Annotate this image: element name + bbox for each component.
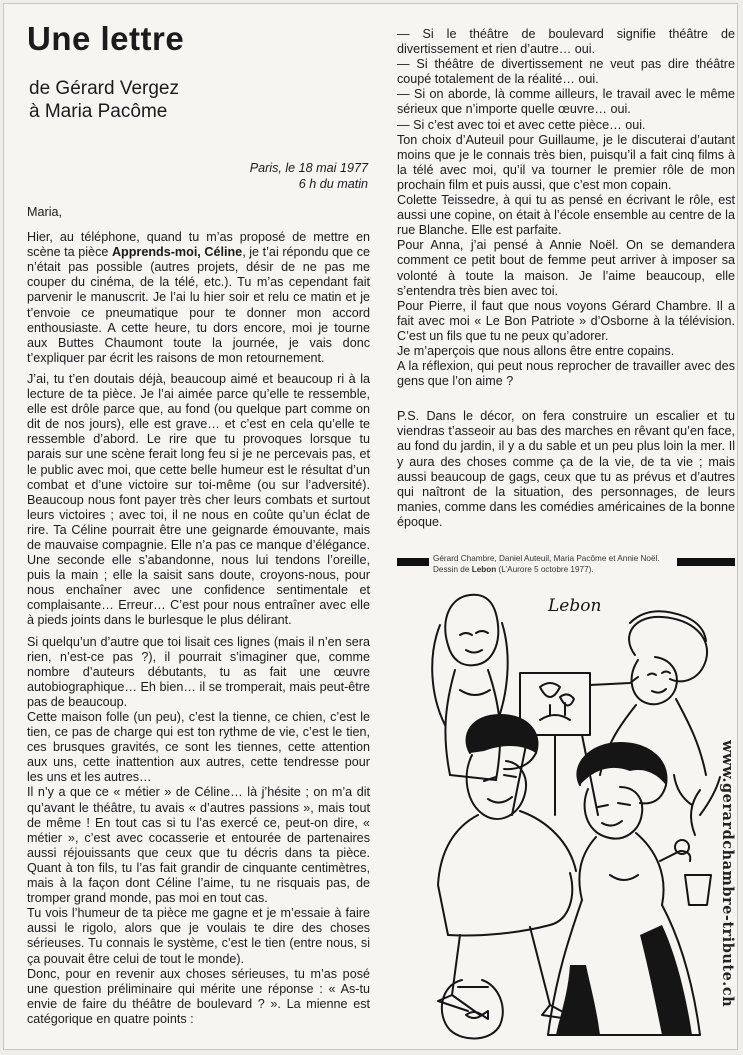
paragraph: Si quelqu’un d’autre que toi lisait ces lignes (mais il n’en sera rien, n’est-ce pas ?), il pourrait s’imaginer que, comme nombre d’auteurs débutants, tu as fait une œuvre autobiographique… Eh bien… il se tromperait, mais peut-être pas de beaucoup. [27,634,370,709]
salutation: Maria, [27,205,62,219]
artist-signature: Lebon [548,596,602,616]
subtitle-line-2: à Maria Pacôme [29,101,168,122]
dash-item: — Si le théâtre de boulevard signifie théâtre de divertissement et rien d’autre… oui. [397,27,735,57]
dateline-place-date: Paris, le 18 mai 1977 [249,161,368,175]
caption-artist: Lebon [471,564,497,574]
paragraph-text: Hier, au téléphone, quand tu m’as proposé de mettre en scène ta pièce [27,230,370,260]
figure-man-center [438,715,582,1021]
watermark-strip [716,740,738,1045]
paragraph: A la réflexion, qui peut nous reprocher de travailler avec des gens que l’on aime ? [397,359,735,389]
paragraph: Pour Anna, j’ai pensé à Annie Noël. On se demandera comment ce petit bout de femme peut arriver à imposer sa volonté à toute la maison. Je l’aime beaucoup, elle s’entendra très bien avec toi. [397,238,735,298]
caricature-drawing [400,575,726,1047]
dash-item: — Si c’est avec toi et avec cette pièce… oui. [397,117,646,132]
illustration-caption [433,554,673,575]
caption-bar-left [397,558,429,566]
paragraph: Tu vois l’humeur de ta pièce me gagne et je m’essaie à faire aussi le rigolo, alors que je voulais te dire des choses sérieuses. Tu connais le système, c’est le tien (entre nous, si ça pouvait être celui de tout le monde). [27,906,370,966]
caption-source: (L’Aurore 5 octobre 1977). [496,564,594,574]
article-title: Une lettre [27,20,185,57]
paragraph: J’ai, tu t’en doutais déjà, beaucoup aimé et beaucoup ri à la lecture de ta pièce. Je l’ai aimée parce qu’elle te ressemble, elle est drôle parce que, au fond (ou quelque part comme on dit de nos jours), elle est grave… et c’est en cela qu’elle te ressemble d’abord. Le rire que tu provoques lorsque tu parais sur une scène ferait long feu si je ne percevais pas, et le public avec moi, que cette belle humeur est le résultat d’un combat et d’une victoire sur toi-même (ou sur l’adversité). Beaucoup nous font payer très cher leurs combats et surtout leurs victoires ; avec toi, il ne nous en coûte qu’un éclat de rire. Ta Céline pourrait être une geignarde émouvante, mais de mauvaise compagnie. Elle n’a pas ce manque d’élégance. Une seconde elle s’abandonne, nous lui tendons l’oreille, puis la main ; elle la saisit sans doute, croyons-nous, pour nous enchaîner avec une confidence sentimentale et complaisante… Erreur… C’est pour nous entraîner avec elle à pieds joints dans le burlesque le plus délirant. [27,371,370,628]
website-watermark: www.gerardchambre-tribute.ch [719,740,736,1008]
paragraph: Pour Pierre, il faut que nous voyons Gérard Chambre. Il a fait avec moi « Le Bon Patriote » d’Osborne à la télévision. C’est un fils que tu ne peux qu’adorer. [397,298,735,343]
paragraph: Ton choix d’Auteuil pour Guillaume, je le discuterai d’autant moins que je le connais très bien, puisqu’il a fait cinq films à la télé avec moi, qu’il va tourner le premier rôle de mon prochain film et puis aussi, que c’est mon copain. [397,132,735,192]
paragraph: Donc, pour en revenir aux choses sérieuses, tu m’as posé une question préliminaire qui mérite une réponse : « As-tu envie de faire du théâtre de boulevard ? ». La mienne est catégorique en quatre points : [27,966,370,1026]
dress-shading [556,925,692,1035]
letter-column-left [27,205,370,1027]
dash-item: — Si théâtre de divertissement ne veut pas dire théâtre coupé totalement de la réalité… oui. [397,57,735,87]
postscript: P.S. Dans le décor, on fera construire un escalier et tu viendras t’asseoir au bas des marches en rêvant qu’en face, au fond du jardin, il y a du sable et un peu plus loin la mer. Il y aura des choses comme ça de la vie, de ta vie ; mais aussi beaucoup de gags, ceux que tu as prévus et d’autres qui naîtront de la situation, des personnages, de leurs manies, comme dans les comédies américaines de la bonne époque. [397,409,735,529]
dash-item: — Si on aborde, là comme ailleurs, le travail avec le même sérieux que n’importe quelle œuvre… oui. [397,87,735,117]
letter-column-right [397,27,735,530]
paragraph: Colette Teissedre, à qui tu as pensé en écrivant le rôle, est aussi une copine, on était à l’école ensemble au centre de la rue Blanche. Elle est parfaite. [397,193,735,238]
caption-bar-right [677,558,735,566]
paragraph: Cette maison folle (un peu), c’est la tienne, ce chien, c’est le tien, ce pas de charge qui est ton rythme de vie, c’est le tien, ces brusques gravités, ce sont les tiennes, cette attention aux uns, cette inattention aux autres, cette tendresse pour les uns et les autres… [27,710,370,785]
dateline-time: 6 h du matin [298,177,368,191]
caption-text: Gérard Chambre, Daniel Auteuil, Maria Pacôme et Annie Noël. Dessin de [433,554,660,574]
play-title: Apprends-moi, Céline [111,245,243,260]
paragraph: Je m’aperçois que nous allons être entre copains. [397,343,675,358]
article-subtitle [29,77,179,123]
paragraph [27,230,370,366]
paragraph: Il n’y a que ce « métier » de Céline… là j’hésite ; on m’a dit qu’avant le théâtre, tu avais « d’autres passions », mais tout de même ! En tout cas si tu l’as exercé ce, peut-on dire, « métier », c’est avec cocasserie et entourée de partenaires aussi réjouissants que ceux que tu décris dans ta pièce. Quant à ton fils, tu l’as fait grandir de cinquante centimètres, mais à la façon dont Céline l’aime, tu ne risquais pas, de tromper grand monde, pas moi en tout cas. [27,785,370,906]
paragraph-text: , je t’ai répondu que ce n’était pas possible (autres projets, désir de ne pas me couper du cinéma, de la télé, etc.). Tu m’as cependant fait parvenir le manuscrit. Je l’ai lu hier soir et relu ce matin et je t’envoie ce pneumatique pour te donner mon accord enthousiaste. A cette heure, tu dors encore, moi je tourne aux Buttes Chaumont toute la journée, je vais donc t’expliquer par écrit les raisons de mon retournement. [27,245,370,365]
subtitle-line-1: de Gérard Vergez [29,78,179,99]
dateline [200,160,368,192]
